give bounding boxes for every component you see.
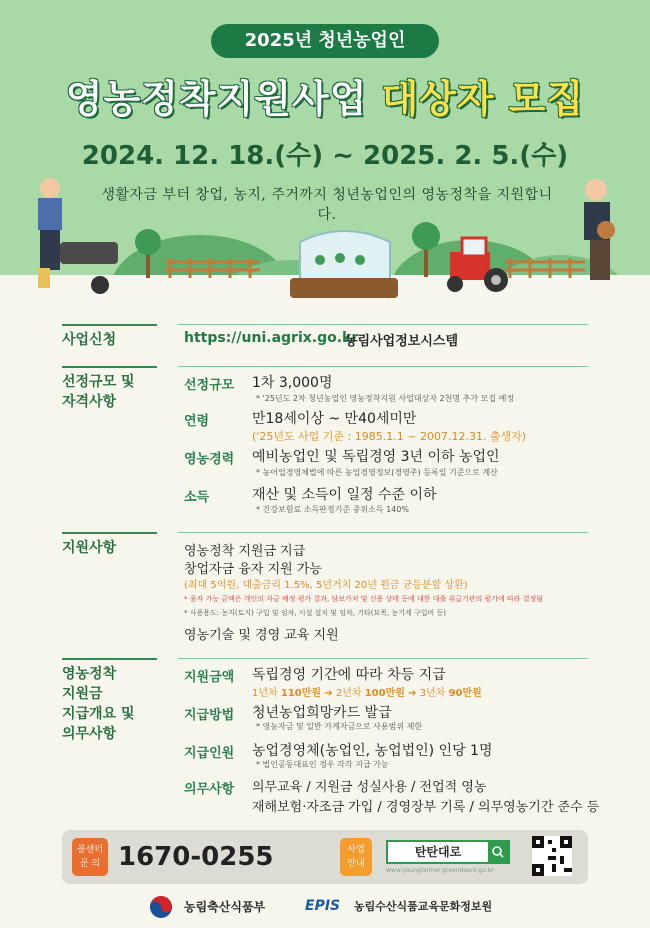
- section-title-eligibility: [62, 372, 135, 412]
- title-line: 자격사항: [62, 394, 117, 410]
- hero-headline: [0, 68, 650, 123]
- value-duty-2: 재해보험·자조금 가입 / 경영장부 기록 / 의무영농기간 준수 등: [252, 800, 600, 815]
- value-method: 청년농업희망카드 발급: [252, 705, 392, 721]
- section-rule: [178, 532, 588, 533]
- taegeuk-icon: [148, 894, 176, 920]
- section-title-grant: [62, 664, 135, 744]
- title-line: 영농정착: [62, 666, 117, 682]
- apply-url-link[interactable]: https://uni.agrix.go.kr: [184, 330, 359, 346]
- hero-banner: [0, 0, 650, 300]
- section-rule: [62, 324, 157, 326]
- support-line2: 창업자금 융자 지원 가능: [184, 562, 322, 577]
- support-note-loan: * 융자 가능 금액은 개인의 자금 배정 평가 결과, 담보가치 및 신용 상태 등에 대한 대출 취급기관의 평가에 따라 결정됨: [184, 595, 544, 603]
- callcenter-tag: [72, 838, 108, 876]
- arrow-right-icon: ➔: [324, 688, 333, 699]
- ministry-name: 농림축산식품부: [184, 900, 266, 914]
- section-title-support: 지원사항: [62, 540, 117, 556]
- label-income: 소득: [184, 490, 210, 505]
- support-line2-sub: (최대 5억원, 대출금리 1.5%, 5년거치 20년 원금 균등분할 상환): [184, 580, 468, 591]
- recruitment-dates: 2024. 12. 18.(수) ~ 2025. 2. 5.(수): [81, 141, 569, 171]
- section-rule: [62, 658, 157, 660]
- info-tag: [340, 838, 372, 876]
- search-icon: [488, 842, 508, 862]
- note-experience: * 농어업경영체법에 따른 농업경영정보(경영주) 등록일 기준으로 계산: [256, 468, 498, 477]
- label-method: 지급방법: [184, 708, 235, 723]
- value-income: 재산 및 소득이 일정 수준 이하: [252, 487, 437, 503]
- arrow-right-icon: ➔: [408, 688, 417, 699]
- section-rule: [178, 658, 588, 659]
- title-line: 의무사항: [62, 726, 117, 742]
- step-amount3: 90만원: [448, 688, 482, 699]
- headline-white: 영농정착지원사업: [65, 77, 368, 121]
- search-box[interactable]: [386, 840, 510, 864]
- step-year1: 1년차: [252, 688, 278, 699]
- title-line: 지급개요 및: [62, 706, 135, 722]
- label-amount: 지원금액: [184, 670, 235, 685]
- hero-pill: 2025년 청년농업인: [211, 24, 439, 58]
- label-experience: 영농경력: [184, 452, 235, 467]
- info-line1: 사업: [347, 845, 365, 855]
- qr-code-icon[interactable]: [532, 836, 572, 876]
- amount-steps: [252, 684, 482, 699]
- value-person: 농업경영체(농업인, 농업법인) 인당 1명: [252, 743, 493, 759]
- label-age: 연령: [184, 414, 210, 429]
- sub-age: ('25년도 사업 기준 : 1985.1.1 ~ 2007.12.31. 출생자): [252, 430, 527, 443]
- epis-logo: EPIS: [305, 898, 341, 914]
- step-year3: 3년차: [419, 688, 446, 699]
- step-year2: 2년차: [335, 688, 362, 699]
- hero-tagline: 생활자금 부터 창업, 농지, 주거까지 청년농업인의 영농정착을 지원합니다.: [101, 187, 553, 223]
- value-experience: 예비농업인 및 독립경영 3년 이하 농업인: [252, 449, 500, 465]
- label-person: 지급인원: [184, 746, 235, 761]
- support-line3: 영농기술 및 경영 교육 지원: [184, 628, 339, 643]
- section-rule: [62, 366, 157, 368]
- section-title-apply: 사업신청: [62, 332, 117, 348]
- callcenter-line1: 콜센터: [76, 845, 104, 855]
- apply-system-name: 농림사업정보시스템: [345, 334, 459, 349]
- title-line: 선정규모 및: [62, 374, 135, 390]
- section-rule: [178, 324, 588, 325]
- info-line2: 안내: [347, 859, 365, 869]
- note-method: * 영농자금 및 일반 가계자금으로 사용범위 제한: [256, 722, 423, 731]
- value-scale: 1차 3,000명: [252, 375, 333, 391]
- value-amount: 독립경영 기간에 따라 차등 지급: [252, 667, 446, 683]
- title-line: 지원금: [62, 686, 103, 702]
- search-button[interactable]: [488, 842, 508, 862]
- note-income: * 건강보험료 소득판정기준 중위소득 140%: [256, 505, 409, 514]
- label-scale: 선정규모: [184, 378, 235, 393]
- farm-illustration: [0, 160, 650, 300]
- note-scale: * '25년도 2차 청년농업인 영농정착지원 사업대상자 2천명 추가 모집 예정: [256, 394, 515, 403]
- ministry-logo: [148, 894, 266, 920]
- headline-yellow: 대상자 모집: [381, 77, 585, 121]
- section-rule: [178, 366, 588, 367]
- site-url[interactable]: www.youngfarmer.greendaero.go.kr: [386, 867, 494, 874]
- value-age: 만18세이상 ~ 만40세미만: [252, 411, 417, 427]
- note-person: * 법인공동대표인 경우 각각 지급 가능: [256, 760, 389, 769]
- callcenter-line2: 문 의: [79, 859, 101, 869]
- value-duty-1: 의무교육 / 지원금 성실사용 / 전업적 영농: [252, 780, 487, 795]
- support-note-use: * 사용용도: 농지(토지) 구입 및 임차, 시설 설치 및 임차, 기타(묘목, 농기계 구입비 등): [184, 609, 447, 617]
- step-amount2: 100만원: [364, 688, 405, 699]
- epis-name: 농림수산식품교육문화정보원: [354, 900, 493, 913]
- section-rule: [62, 532, 157, 534]
- callcenter-phone[interactable]: 1670-0255: [118, 842, 274, 872]
- support-line1: 영농정착 지원금 지급: [184, 544, 306, 559]
- label-duty: 의무사항: [184, 782, 235, 797]
- search-text: 탄탄대로: [414, 845, 462, 859]
- step-amount1: 110만원: [280, 688, 322, 699]
